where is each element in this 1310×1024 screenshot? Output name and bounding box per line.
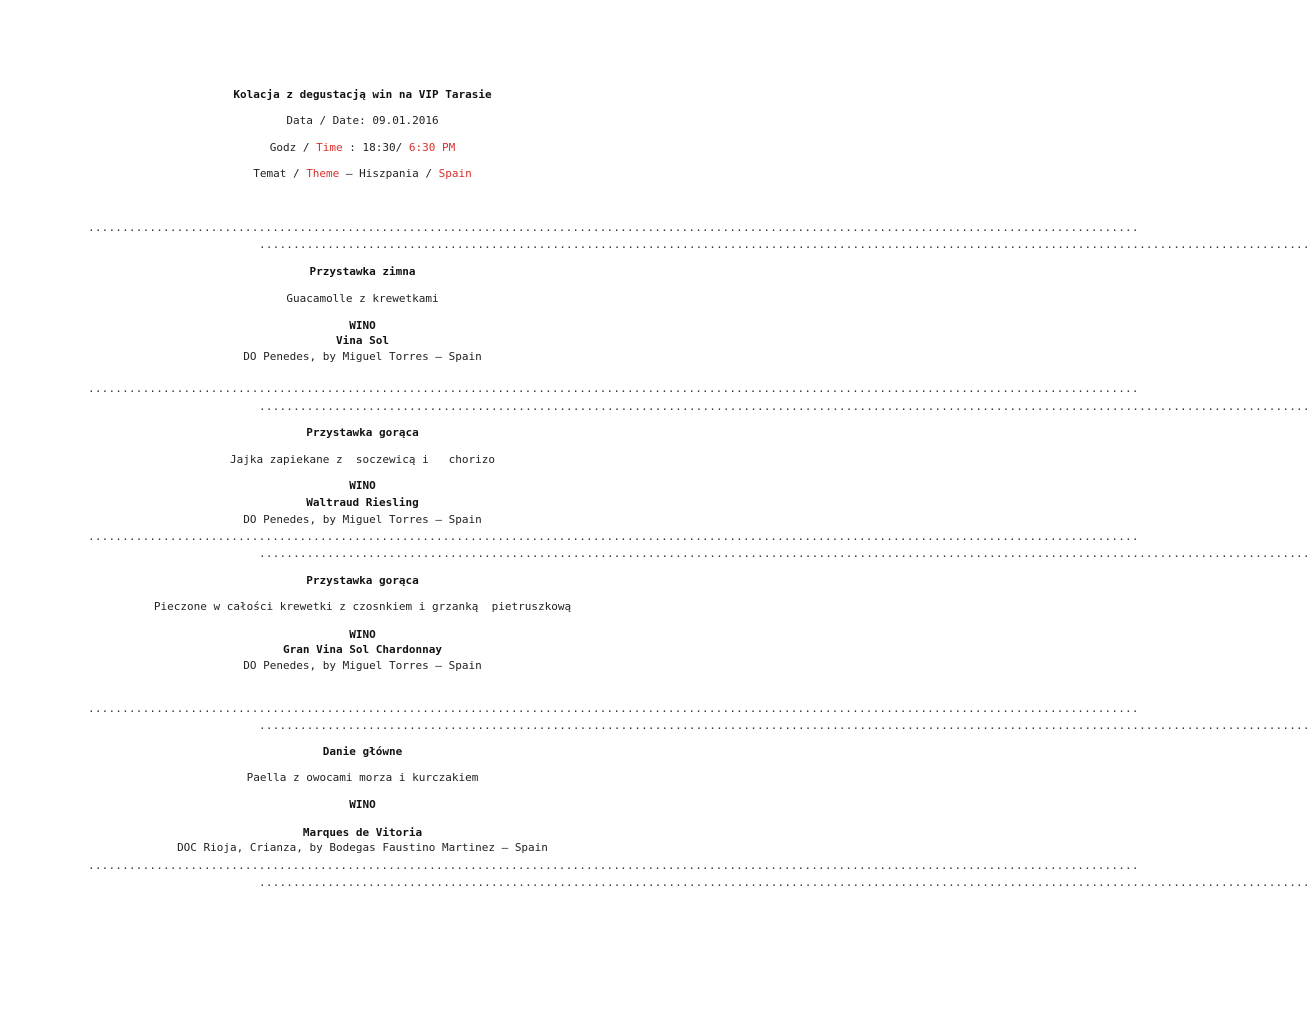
wine-label: WINO <box>349 319 376 332</box>
wine-name: Vina Sol <box>336 334 389 347</box>
separator: .......................................................................................................................................................... <box>88 221 1139 234</box>
separator: .......................................................................................................................................................... <box>259 400 1310 413</box>
dish-name: Guacamolle z krewetkami <box>286 292 439 305</box>
course-name: Przystawka zimna <box>309 265 416 278</box>
wine-label: WINO <box>349 479 376 492</box>
wine-origin: DO Penedes, by Miguel Torres – Spain <box>243 659 482 672</box>
time-middle: : 18:30/ <box>342 141 409 154</box>
wine-label: WINO <box>349 798 376 811</box>
course-name: Przystawka gorąca <box>306 574 419 587</box>
time-en: 6:30 PM <box>408 141 456 154</box>
theme-prefix: Temat / <box>253 167 307 180</box>
wine-origin: DOC Rioja, Crianza, by Bodegas Faustino Martinez – Spain <box>177 841 548 854</box>
separator: .......................................................................................................................................................... <box>88 530 1139 543</box>
wine-name: Marques de Vitoria <box>302 826 423 839</box>
wine-origin: DO Penedes, by Miguel Torres – Spain <box>243 513 482 526</box>
event-theme <box>0 167 725 181</box>
course-name: Danie główne <box>322 745 403 758</box>
wine-label: WINO <box>349 628 376 641</box>
wine-name: Waltraud Riesling <box>306 496 419 509</box>
event-time <box>0 141 725 155</box>
wine-origin: DO Penedes, by Miguel Torres – Spain <box>243 350 482 363</box>
theme-middle: – Hiszpania / <box>339 167 439 180</box>
event-title: Kolacja z degustacją win na VIP Tarasie <box>233 88 492 101</box>
theme-en: Spain <box>438 167 472 180</box>
separator: .......................................................................................................................................................... <box>259 719 1310 732</box>
dish-name: Jajka zapiekane z soczewicą i chorizo <box>230 453 495 466</box>
course-name: Przystawka gorąca <box>306 426 419 439</box>
separator: .......................................................................................................................................................... <box>259 547 1310 560</box>
separator: .......................................................................................................................................................... <box>88 702 1139 715</box>
separator: .......................................................................................................................................................... <box>259 238 1310 251</box>
dish-name: Pieczone w całości krewetki z czosnkiem i grzanką pietruszkową <box>153 600 572 613</box>
time-prefix: Godz / <box>269 141 317 154</box>
time-word: Time <box>316 141 343 154</box>
dish-name: Paella z owocami morza i kurczakiem <box>246 771 479 784</box>
separator: .......................................................................................................................................................... <box>259 876 1310 889</box>
separator: .......................................................................................................................................................... <box>88 382 1139 395</box>
wine-name: Gran Vina Sol Chardonnay <box>283 643 442 656</box>
separator: .......................................................................................................................................................... <box>88 859 1139 872</box>
event-date: Data / Date: 09.01.2016 <box>286 114 439 127</box>
theme-word: Theme <box>306 167 340 180</box>
